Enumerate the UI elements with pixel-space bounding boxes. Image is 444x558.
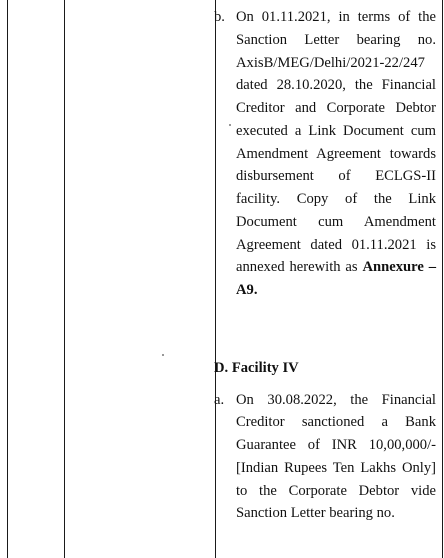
list-marker-b: b.: [214, 9, 225, 25]
item-b-text: On 01.11.2021, in terms of the Sanction Letter bearing no. AxisB/MEG/Delhi/2021-22/247 dated 28.10.2020, the Financial Creditor and Corporate Debtor executed a Link Document cum Amendment Agreement towards disbursement of ECLGS-II facility. Copy of the Link Document cum Amendment Agreement dated 01.11.2021 is annexed herewith as: [236, 9, 436, 276]
list-item-b: [214, 6, 436, 302]
list-item-a: [214, 389, 436, 526]
section-heading-facility-iv: D. Facility IV: [214, 359, 299, 376]
list-marker-a: a.: [214, 391, 225, 408]
scan-speck: [162, 354, 164, 356]
annexure-a9-reference: Annexure – A9.: [236, 259, 436, 298]
paragraph-column: [214, 0, 436, 525]
column-divider-1: [64, 0, 65, 558]
item-a-text: On 30.08.2022, the Financial Creditor sanctioned a Bank Guarantee of INR 10,00,000/- [Indian Rupees Ten Lakhs Only] to the Corporate Debtor vide Sanction Letter bearing no.: [236, 391, 436, 522]
